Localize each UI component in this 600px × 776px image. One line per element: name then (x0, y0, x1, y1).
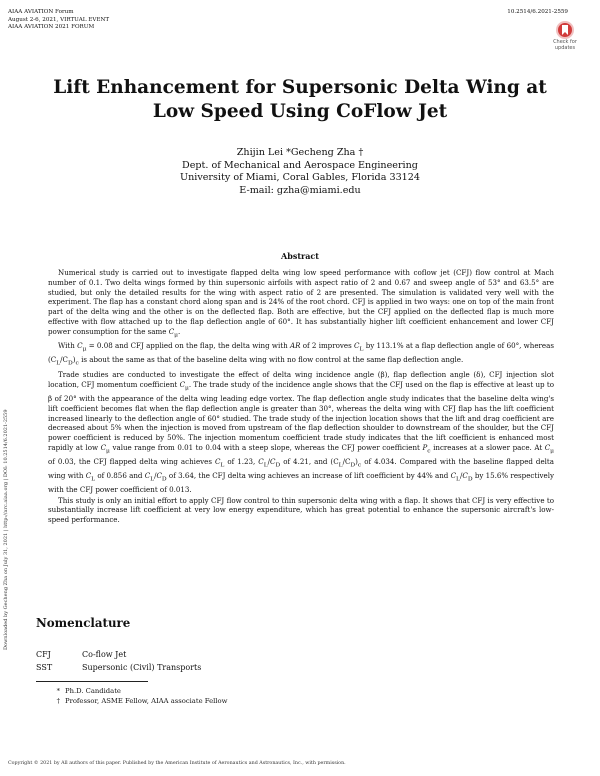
nomenclature-definition: Co-flow Jet (82, 650, 127, 659)
nomenclature-symbol: SST (36, 663, 53, 672)
footnote (40, 696, 227, 706)
abstract-paragraph: Numerical study is carried out to investigate flapped delta wing low speed performance with coflow jet (CFJ) flow control at Mach number of 0.1. Two delta wings formed by thin supersonic airfoils with aspect ratio of 2 and 0.67 and sweep angle of 53° and 63.5° are studied, but only the detailed results for the wing with aspect ratio of 2 are presented. The simulation is validated very well with the experiment. The flap has a constant chord along span and is 24% of the root chord. CFJ is applied in two ways: one on top of the main front part of the delta wing and the other is on the deflected flap. Both are effective, but the CFJ applied on the deflected flap is much more effective with flow attached up to the flap deflection angle of 60°. It has substantially higher lift coefficient enhancement and lower CFJ power consumption for the same $C_\mu$. (48, 268, 554, 338)
footnotes (40, 686, 227, 706)
footnote-text: Ph.D. Candidate (65, 687, 121, 695)
check-for-updates-badge[interactable] (548, 21, 582, 55)
abstract-paragraph: With $C_\mu = 0.08$ and CFJ applied on the flap, the delta wing with AR of 2 improves $C_L$ by 113.1% at a flap deflection angle of 60°, whereas $(C_L/C_D)_c$ is about the same as that of the baseline delta wing with no flow control at the same flap deflection angle. (48, 341, 554, 367)
header-line: August 2-6, 2021, VIRTUAL EVENT (8, 16, 110, 23)
header-line: AIAA AVIATION Forum (8, 9, 74, 15)
footnote-mark: * (56, 687, 60, 695)
abstract-heading: Abstract (281, 251, 319, 261)
download-sidebar: Downloaded by Gecheng Zha on July 31, 2021 | http://arc.aiaa.org | DOI: 10.2514/6.2021-2559 (3, 409, 9, 650)
author-department: Dept. of Mechanical and Aerospace Engineering (182, 159, 418, 171)
footnote-text: Professor, ASME Fellow, AIAA associate Fellow (65, 697, 228, 705)
abstract-paragraph: Trade studies are conducted to investigate the effect of delta wing incidence angle (β), flap deflection angle (δ), CFJ injection slot location, CFJ momentum coefficient $C_\mu$. The trade study of the incidence angle shows that the CFJ used on the flap is effective at least up to β of 20° with the appearance of the delta wing leading edge vortex. The flap deflection angle study indicates that the baseline delta wing's lift coefficient becomes flat when the flap deflection angle is greater than 30°, whereas the delta wing with CFJ flap has the lift coefficient increased linearly to the deflection angle of 60° studied. The trade study of the injection location shows that the lift and drag coefficient are decreased about 5% when the injection is moved from upstream of the flap deflection shoulder to downstream of the shoulder, but the CFJ power coefficient is reduced by 50%. The injection momentum coefficient trade study indicates that the lift coefficient is enhanced most rapidly at low $C_\mu$ value range from 0.01 to 0.04 with a steep slope, whereas the CFJ power coefficient $P_c$ increases at a slower pace. At $C_\mu$ of 0.03, the CFJ flapped delta wing achieves $C_L$ of 1.23, $C_L/C_D$ of 4.21, and $(C_L/C_D)_c$ of 4.034. Compared with the baseline flapped delta wing with $C_L$ of 0.856 and $C_L/C_D$ of 3.64, the CFJ delta wing achieves an increase of lift coefficient by 44% and $C_L/C_D$ by 15.6% respectively with the CFJ power coefficient of 0.013. (48, 370, 555, 495)
nomenclature-symbol: CFJ (36, 650, 51, 659)
conference-header (8, 9, 109, 32)
header-line: AIAA AVIATION 2021 FORUM (8, 24, 95, 31)
badge-label: Check for updates (553, 39, 577, 51)
copyright-notice: Copyright © 2021 by All authors of this paper. Published by the American Institute of Aeronautics and Astronautics, Inc., with permission. (8, 761, 346, 766)
bookmark-icon (556, 21, 574, 39)
nomenclature-heading: Nomenclature (36, 616, 131, 630)
author-affiliation: University of Miami, Coral Gables, Florida 33124 (179, 172, 420, 184)
nomenclature-list (36, 648, 201, 674)
author-names: Zhijin Lei *Gecheng Zha † (236, 147, 364, 158)
nomenclature-definition: Supersonic (Civil) Transports (82, 663, 202, 672)
nomenclature-row (36, 648, 201, 661)
abstract-body (48, 268, 554, 525)
paper-title: Lift Enhancement for Supersonic Delta Wing at Low Speed Using CoFlow Jet (53, 77, 547, 122)
footnote-mark: † (56, 697, 60, 705)
nomenclature-row (36, 661, 201, 674)
author-block (0, 147, 600, 197)
author-email[interactable]: E-mail: gzha@miami.edu (239, 184, 361, 196)
footnote-divider (36, 681, 148, 682)
footnote (40, 686, 227, 696)
abstract-paragraph: This study is only an initial effort to apply CFJ flow control to thin supersonic delta wing with a flap. It shows that CFJ is very effective to substantially increase lift coefficient at very low energy expenditure, which has great potential to enhance the supersonic aircraft's low-speed performance. (48, 495, 554, 525)
doi-label: 10.2514/6.2021-2559 (507, 9, 568, 15)
